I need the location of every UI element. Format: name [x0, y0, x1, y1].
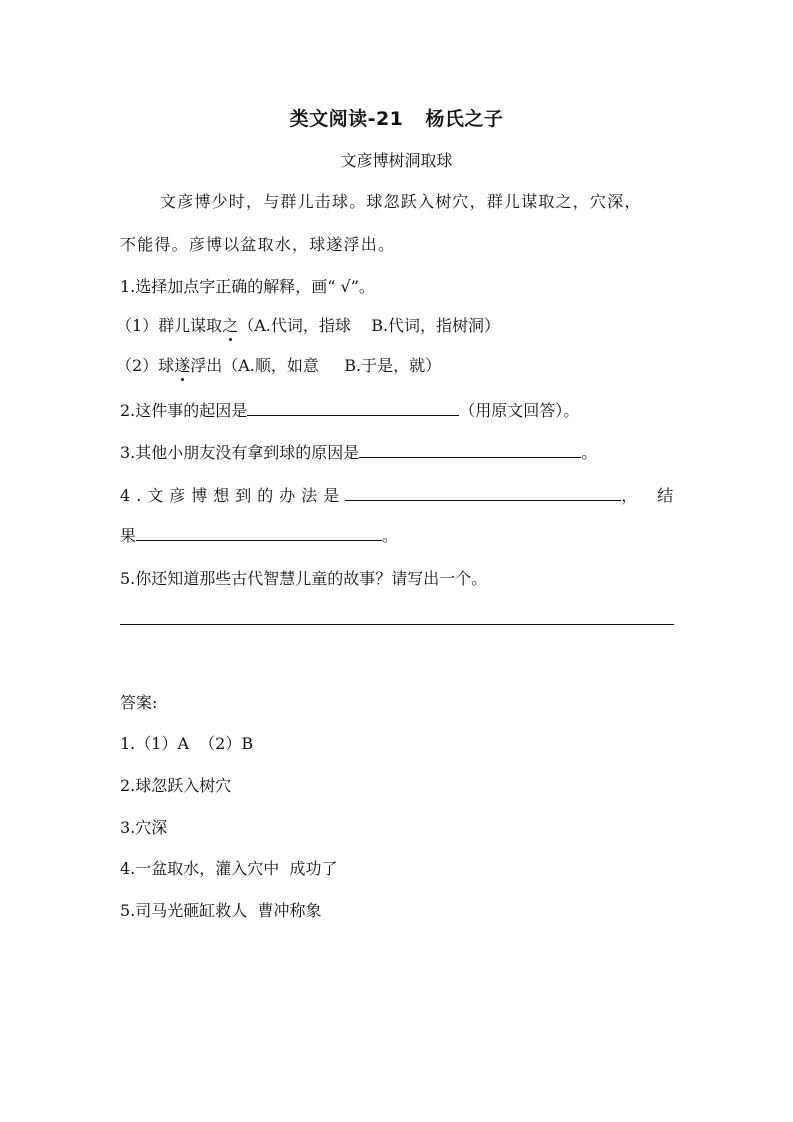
answer-item: 5.司马光砸缸救人 曹冲称象: [120, 901, 322, 920]
page-title: [0, 104, 793, 131]
q4-prompt: 4.文彦博想到的办法是: [120, 486, 346, 505]
passage-subtitle: 文彦博树洞取球: [340, 151, 453, 170]
answers-heading: 答案:: [120, 693, 158, 712]
question-1-sub-2: [116, 353, 441, 376]
emphasis-dot-char: 遂: [174, 353, 190, 376]
emphasis-dot-char: 之: [222, 313, 238, 336]
answer-item: 4.一盆取水，灌入穴中 成功了: [120, 859, 338, 878]
title-number: 类文阅读-21: [289, 108, 404, 130]
answer-blank[interactable]: [247, 401, 459, 416]
q4-mid: ，结: [621, 486, 694, 505]
q3-suffix: 。: [581, 443, 598, 462]
sub1-prefix: （1）群儿谋取: [116, 316, 223, 335]
q4-suffix: 。: [382, 526, 399, 545]
question-2: [120, 398, 579, 421]
answer-blank[interactable]: [345, 486, 621, 501]
answer-item: 1.（1）A （2）B: [120, 734, 254, 753]
answer-blank[interactable]: [359, 443, 581, 458]
passage-line-2: 不能得。彦博以盆取水，球遂浮出。: [120, 235, 396, 254]
q2-prompt: 2.这件事的起因是: [120, 401, 248, 420]
question-4-line-2: [120, 523, 398, 546]
title-name: 杨氏之子: [425, 108, 504, 130]
question-1-sub-1: [116, 313, 500, 336]
answer-item: 2.球忽跃入树穴: [120, 776, 232, 795]
answer-blank[interactable]: [136, 526, 382, 541]
q4-line2-prefix: 果: [120, 526, 137, 545]
answer-item: 3.穴深: [120, 818, 168, 837]
question-3: [120, 440, 597, 463]
q2-suffix: （用原文回答）。: [459, 401, 580, 420]
question-1-prompt: 1.选择加点字正确的解释，画“ √”。: [120, 277, 375, 296]
answer-blank-full-line[interactable]: [120, 624, 674, 625]
passage-line-1: 文彦博少时，与群儿击球。球忽跃入树穴，群儿谋取之，穴深，: [160, 192, 642, 211]
question-4-line-1: [120, 483, 693, 506]
q3-prompt: 3.其他小朋友没有拿到球的原因是: [120, 443, 360, 462]
sub2-suffix: 浮出: [190, 356, 223, 375]
question-5-prompt: 5.你还知道那些古代智慧儿童的故事？请写出一个。: [120, 569, 488, 588]
sub1-options: （A.代词，指球 B.代词，指树洞）: [238, 316, 501, 335]
sub2-options: （A.顺，如意 B.于是，就）: [222, 356, 442, 375]
sub2-prefix: （2）球: [116, 356, 175, 375]
